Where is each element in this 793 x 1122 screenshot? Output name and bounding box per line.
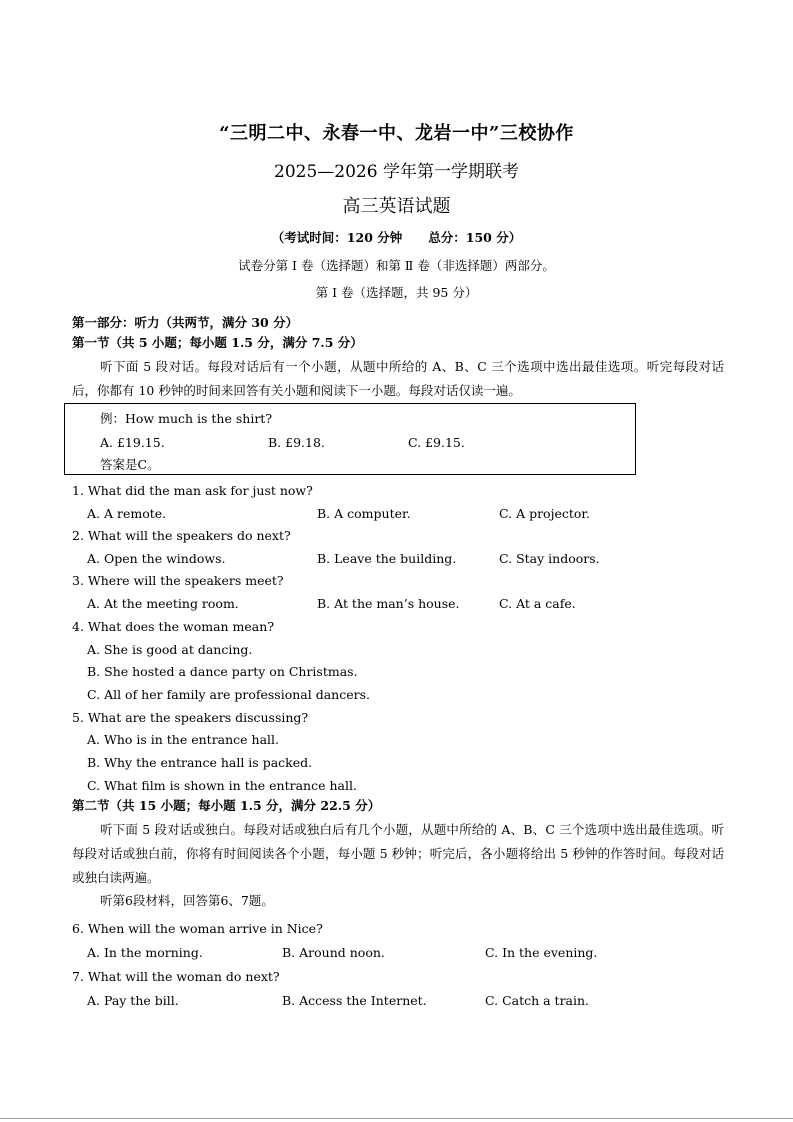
- question-2-option-b: B. Leave the building.: [317, 551, 457, 566]
- part1-heading: 第一部分：听力（共两节，满分 30 分）: [72, 315, 299, 330]
- question-6-option-a: A. In the morning.: [87, 945, 203, 960]
- section2-instructions: 听下面 5 段对话或独白。每段对话或独白后有几个小题，从题中所给的 A、B、C 三个选项中选出最佳选项。听每段对话或独白前，你将有时间阅读各个小题，每小题 5 秒钟；听完后，各小题将给出 5 秒钟的作答时间。每段对话或独白读两遍。: [72, 822, 724, 885]
- structure-note: 试卷分第 I 卷（选择题）和第 Ⅱ 卷（非选择题）两部分。: [238, 258, 555, 273]
- question-2: 2. What will the speakers do next?: [72, 528, 291, 543]
- question-1-option-a: A. A remote.: [87, 506, 167, 521]
- question-4-option-c: C. All of her family are professional dancers.: [87, 687, 370, 702]
- question-4: 4. What does the woman mean?: [72, 619, 275, 634]
- section1-instructions: 听下面 5 段对话。每段对话后有一个小题，从题中所给的 A、B、C 三个选项中选出最佳选项。听完每段对话后，你都有 10 秒钟的时间来回答有关小题和阅读下一小题。每段对话仅读一遍。: [72, 359, 724, 398]
- question-5-option-c: C. What film is shown in the entrance hall.: [87, 778, 357, 793]
- question-5: 5. What are the speakers discussing?: [72, 710, 309, 725]
- example-question: 例：How much is the shirt?: [100, 411, 273, 426]
- question-3-option-c: C. At a cafe.: [499, 596, 576, 611]
- question-2-option-c: C. Stay indoors.: [499, 551, 600, 566]
- question-3-option-a: A. At the meeting room.: [87, 596, 239, 611]
- question-4-option-b: B. She hosted a dance party on Christmas.: [87, 664, 358, 679]
- question-1-option-b: B. A computer.: [317, 506, 411, 521]
- exam-term: 2025—2026 学年第一学期联考: [274, 162, 519, 182]
- section2-heading: 第二节（共 15 小题；每小题 1.5 分，满分 22.5 分）: [72, 798, 381, 813]
- section1-heading: 第一节（共 5 小题；每小题 1.5 分，满分 7.5 分）: [72, 335, 363, 350]
- question-7-option-b: B. Access the Internet.: [282, 993, 427, 1008]
- question-7-option-a: A. Pay the bill.: [87, 993, 179, 1008]
- question-2-option-a: A. Open the windows.: [87, 551, 226, 566]
- material-note: 听第6段材料，回答第6、7题。: [100, 893, 274, 908]
- example-option-a: A. £19.15.: [100, 435, 165, 450]
- question-1: 1. What did the man ask for just now?: [72, 483, 313, 498]
- exam-title: “三明二中、永春一中、龙岩一中”三校协作: [219, 123, 574, 144]
- question-6-option-c: C. In the evening.: [485, 945, 598, 960]
- question-4-option-a: A. She is good at dancing.: [87, 642, 253, 657]
- question-1-option-c: C. A projector.: [499, 506, 590, 521]
- exam-time: （考试时间：120 分钟: [271, 230, 403, 245]
- question-6: 6. When will the woman arrive in Nice?: [72, 921, 323, 936]
- question-7-option-c: C. Catch a train.: [485, 993, 590, 1008]
- question-3-option-b: B. At the man’s house.: [317, 596, 460, 611]
- example-option-c: C. £9.15.: [408, 435, 465, 450]
- exam-total-score: 总分：150 分）: [428, 230, 522, 245]
- exam-meta: [0, 228, 793, 246]
- question-5-option-b: B. Why the entrance hall is packed.: [87, 755, 313, 770]
- question-3: 3. Where will the speakers meet?: [72, 573, 284, 588]
- example-answer: 答案是C。: [100, 457, 160, 472]
- volume-one-heading: 第 I 卷（选择题，共 95 分）: [315, 285, 478, 300]
- exam-subject: 高三英语试题: [342, 196, 451, 217]
- question-7: 7. What will the woman do next?: [72, 969, 280, 984]
- example-option-b: B. £9.18.: [268, 435, 325, 450]
- page-bottom-divider: [0, 1118, 793, 1119]
- question-6-option-b: B. Around noon.: [282, 945, 385, 960]
- question-5-option-a: A. Who is in the entrance hall.: [87, 732, 280, 747]
